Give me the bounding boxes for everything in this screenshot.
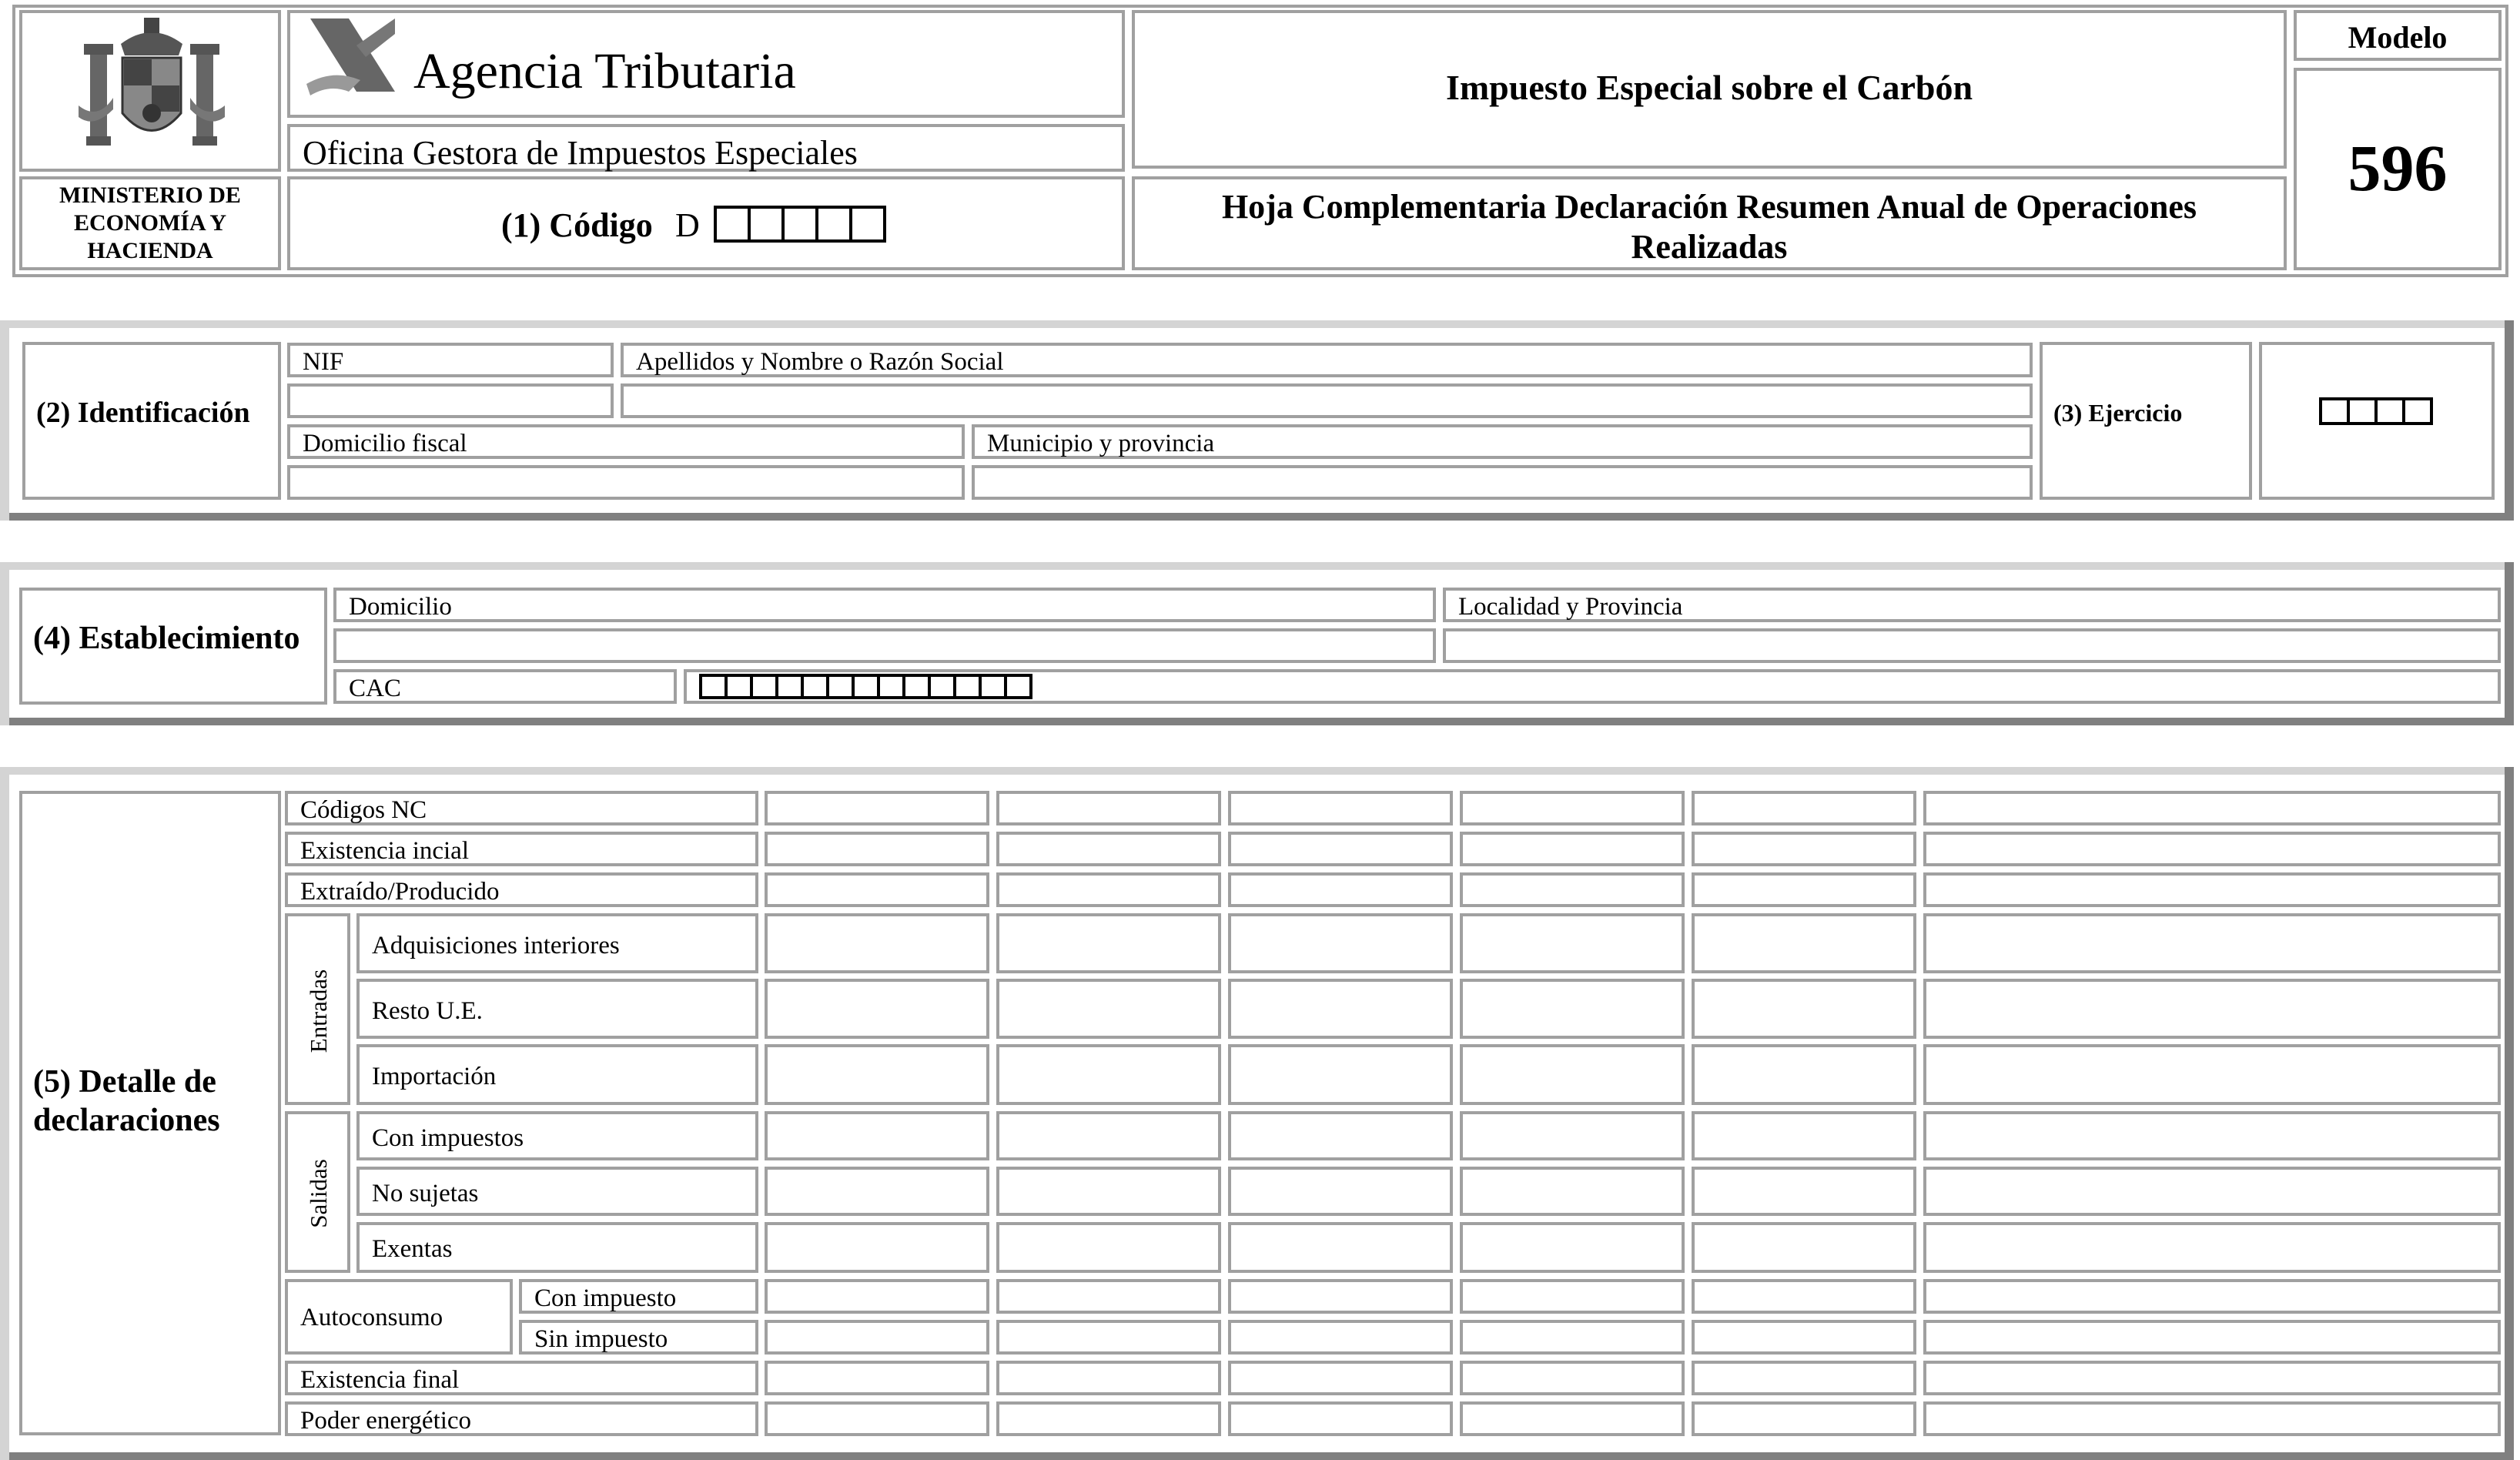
poder-energetico-label-box	[285, 1401, 758, 1436]
agencia-tributaria-logo-icon	[303, 15, 403, 99]
establecimiento-label: (4) Establecimiento	[33, 621, 300, 656]
grid-cell-r6-c3[interactable]	[1460, 1111, 1685, 1160]
grid-cell-r5-c2[interactable]	[1228, 1044, 1453, 1105]
grid-cell-r9-c2[interactable]	[1228, 1279, 1453, 1314]
address-label-box	[287, 424, 965, 459]
municipality-label-box	[972, 424, 2033, 459]
grid-cell-r6-c5[interactable]	[1923, 1111, 2501, 1160]
grid-cell-r11-c2[interactable]	[1228, 1361, 1453, 1395]
agency-box	[287, 10, 1125, 118]
grid-cell-r11-c5[interactable]	[1923, 1361, 2501, 1395]
section2-right-bevel	[2505, 320, 2514, 521]
grid-cell-r11-c3[interactable]	[1460, 1361, 1685, 1395]
localidad-label: Localidad y Provincia	[1458, 593, 1683, 621]
grid-cell-r0-c3[interactable]	[1460, 791, 1685, 825]
grid-cell-r9-c5[interactable]	[1923, 1279, 2501, 1314]
grid-cell-r10-c5[interactable]	[1923, 1320, 2501, 1355]
grid-cell-r1-c4[interactable]	[1692, 832, 1916, 866]
autoconsumo-label: Autoconsumo	[300, 1304, 443, 1331]
grid-cell-r3-c1[interactable]	[996, 913, 1221, 973]
grid-cell-r4-c3[interactable]	[1460, 979, 1685, 1039]
sin-impuesto-label-box	[519, 1320, 758, 1355]
grid-cell-r8-c1[interactable]	[996, 1222, 1221, 1273]
detalle-label-box	[19, 791, 281, 1435]
exentas-label-box	[356, 1222, 758, 1273]
section4-top-bevel	[0, 562, 2514, 570]
grid-cell-r8-c2[interactable]	[1228, 1222, 1453, 1273]
no-sujetas-label-box	[356, 1167, 758, 1216]
con-impuestos-label-box	[356, 1111, 758, 1160]
resto-ue-label: Resto U.E.	[372, 997, 483, 1025]
grid-cell-r1-c2[interactable]	[1228, 832, 1453, 866]
establecimiento-label-box	[19, 588, 327, 705]
grid-cell-r5-c3[interactable]	[1460, 1044, 1685, 1105]
sin-impuesto-label: Sin impuesto	[534, 1325, 668, 1353]
grid-cell-r6-c2[interactable]	[1228, 1111, 1453, 1160]
grid-cell-r2-c4[interactable]	[1692, 872, 1916, 907]
grid-cell-r10-c0[interactable]	[765, 1320, 989, 1355]
section4-right-bevel	[2505, 562, 2514, 725]
importacion-label-box	[356, 1044, 758, 1105]
grid-cell-r4-c5[interactable]	[1923, 979, 2501, 1039]
section4-bottom-bevel	[0, 718, 2514, 725]
grid-cell-r0-c1[interactable]	[996, 791, 1221, 825]
grid-cell-r8-c4[interactable]	[1692, 1222, 1916, 1273]
grid-cell-r10-c1[interactable]	[996, 1320, 1221, 1355]
grid-cell-r12-c5[interactable]	[1923, 1401, 2501, 1436]
existencia-final-label: Existencia final	[300, 1366, 460, 1394]
grid-cell-r4-c1[interactable]	[996, 979, 1221, 1039]
existencia-final-label-box	[285, 1361, 758, 1395]
grid-cell-r4-c2[interactable]	[1228, 979, 1453, 1039]
cac-label: CAC	[349, 675, 401, 702]
subtitle-box	[1132, 176, 2287, 270]
coat-of-arms-icon	[67, 13, 236, 167]
grid-cell-r2-c3[interactable]	[1460, 872, 1685, 907]
municipality-input[interactable]	[972, 465, 2033, 500]
grid-cell-r3-c4[interactable]	[1692, 913, 1916, 973]
identificacion-label-box	[22, 342, 281, 500]
cac-input-box	[684, 669, 2501, 704]
ejercicio-label-box	[2040, 342, 2252, 500]
nif-label-box	[287, 343, 614, 377]
adquisiciones-label-box	[356, 913, 758, 973]
localidad-input[interactable]	[1443, 628, 2501, 663]
extraido-label: Extraído/Producido	[300, 878, 500, 906]
grid-cell-r7-c1[interactable]	[996, 1167, 1221, 1216]
coat-of-arms-box	[19, 10, 281, 172]
no-sujetas-label: No sujetas	[372, 1180, 479, 1207]
grid-cell-r6-c4[interactable]	[1692, 1111, 1916, 1160]
identificacion-label: (2) Identificación	[36, 397, 250, 429]
grid-cell-r9-c4[interactable]	[1692, 1279, 1916, 1314]
subtitle-line-2: Realizadas	[1631, 228, 1788, 266]
section2-top-bevel	[0, 320, 2514, 328]
section2-bottom-bevel	[0, 513, 2514, 521]
ministry-line-2: ECONOMÍA Y	[73, 210, 227, 236]
section4-left-bevel	[0, 562, 9, 725]
grid-cell-r4-c0[interactable]	[765, 979, 989, 1039]
modelo-number-box	[2294, 68, 2502, 270]
nif-input[interactable]	[287, 383, 614, 418]
grid-cell-r0-c4[interactable]	[1692, 791, 1916, 825]
section2-left-bevel	[0, 320, 9, 521]
cac-input[interactable]	[699, 674, 1032, 699]
adquisiciones-label: Adquisiciones interiores	[372, 932, 620, 959]
ministry-line-3: HACIENDA	[87, 238, 213, 263]
domicilio-label: Domicilio	[349, 593, 452, 621]
tax-title-box	[1132, 10, 2287, 169]
grid-cell-r6-c1[interactable]	[996, 1111, 1221, 1160]
grid-cell-r1-c3[interactable]	[1460, 832, 1685, 866]
con-impuesto-label-box	[519, 1279, 758, 1314]
grid-cell-r3-c2[interactable]	[1228, 913, 1453, 973]
grid-cell-r11-c1[interactable]	[996, 1361, 1221, 1395]
existencia-inicial-label: Existencia incial	[300, 837, 469, 865]
name-label: Apellidos y Nombre o Razón Social	[636, 348, 1004, 376]
grid-cell-r10-c3[interactable]	[1460, 1320, 1685, 1355]
domicilio-label-box	[333, 588, 1436, 622]
grid-cell-r7-c3[interactable]	[1460, 1167, 1685, 1216]
grid-cell-r7-c5[interactable]	[1923, 1167, 2501, 1216]
grid-cell-r12-c2[interactable]	[1228, 1401, 1453, 1436]
name-label-box	[621, 343, 2033, 377]
grid-cell-r0-c0[interactable]	[765, 791, 989, 825]
name-input[interactable]	[621, 383, 2033, 418]
modelo-number: 596	[2348, 131, 2448, 205]
exentas-label: Exentas	[372, 1235, 453, 1263]
codigos-nc-label-box	[285, 791, 758, 825]
section5-bottom-bevel	[0, 1452, 2514, 1460]
code-label: (1) Código	[501, 206, 653, 244]
grid-cell-r7-c2[interactable]	[1228, 1167, 1453, 1216]
ejercicio-input-box	[2259, 342, 2495, 500]
office-name: Oficina Gestora de Impuestos Especiales	[303, 134, 858, 172]
grid-cell-r5-c1[interactable]	[996, 1044, 1221, 1105]
section5-left-bevel	[0, 767, 9, 1460]
ejercicio-input[interactable]	[2319, 397, 2433, 425]
grid-cell-r8-c3[interactable]	[1460, 1222, 1685, 1273]
grid-cell-r3-c5[interactable]	[1923, 913, 2501, 973]
grid-cell-r2-c0[interactable]	[765, 872, 989, 907]
code-input[interactable]	[714, 206, 886, 243]
entradas-group-label: Entradas	[305, 969, 332, 1053]
grid-cell-r12-c4[interactable]	[1692, 1401, 1916, 1436]
grid-cell-r6-c0[interactable]	[765, 1111, 989, 1160]
existencia-inicial-label-box	[285, 832, 758, 866]
con-impuestos-label: Con impuestos	[372, 1124, 524, 1152]
address-label: Domicilio fiscal	[303, 430, 467, 457]
grid-cell-r2-c2[interactable]	[1228, 872, 1453, 907]
grid-cell-r9-c3[interactable]	[1460, 1279, 1685, 1314]
entradas-group-box	[285, 913, 350, 1105]
grid-cell-r1-c1[interactable]	[996, 832, 1221, 866]
domicilio-input[interactable]	[333, 628, 1436, 663]
con-impuesto-label: Con impuesto	[534, 1284, 677, 1312]
grid-cell-r3-c3[interactable]	[1460, 913, 1685, 973]
grid-cell-r8-c5[interactable]	[1923, 1222, 2501, 1273]
localidad-label-box	[1443, 588, 2501, 622]
nif-label: NIF	[303, 348, 344, 376]
grid-cell-r11-c0[interactable]	[765, 1361, 989, 1395]
grid-cell-r9-c0[interactable]	[765, 1279, 989, 1314]
cac-label-box	[333, 669, 677, 704]
address-input[interactable]	[287, 465, 965, 500]
grid-cell-r0-c2[interactable]	[1228, 791, 1453, 825]
ministry-line-1: MINISTERIO DE	[59, 182, 241, 208]
section5-top-bevel	[0, 767, 2514, 775]
salidas-group-box	[285, 1111, 350, 1273]
grid-cell-r5-c5[interactable]	[1923, 1044, 2501, 1105]
grid-cell-r10-c2[interactable]	[1228, 1320, 1453, 1355]
subtitle-line-1: Hoja Complementaria Declaración Resumen Anual de Operaciones	[1221, 188, 2197, 226]
grid-cell-r1-c0[interactable]	[765, 832, 989, 866]
office-box	[287, 124, 1125, 172]
poder-energetico-label: Poder energético	[300, 1407, 472, 1435]
grid-cell-r1-c5[interactable]	[1923, 832, 2501, 866]
modelo-label: Modelo	[2348, 20, 2448, 55]
detalle-label-line-2: declaraciones	[33, 1103, 220, 1138]
municipality-label: Municipio y provincia	[987, 430, 1215, 457]
grid-cell-r4-c4[interactable]	[1692, 979, 1916, 1039]
agency-name: Agencia Tributaria	[413, 43, 796, 99]
resto-ue-label-box	[356, 979, 758, 1039]
salidas-group-label: Salidas	[305, 1159, 332, 1228]
grid-cell-r7-c0[interactable]	[765, 1167, 989, 1216]
grid-cell-r2-c1[interactable]	[996, 872, 1221, 907]
grid-cell-r3-c0[interactable]	[765, 913, 989, 973]
grid-cell-r0-c5[interactable]	[1923, 791, 2501, 825]
tax-title: Impuesto Especial sobre el Carbón	[1445, 68, 1973, 107]
modelo-label-box	[2294, 10, 2502, 61]
grid-cell-r12-c3[interactable]	[1460, 1401, 1685, 1436]
ejercicio-label: (3) Ejercicio	[2053, 399, 2183, 427]
code-prefix: D	[675, 206, 700, 244]
ministry-box	[19, 176, 281, 270]
detalle-label-line-1: (5) Detalle de	[33, 1064, 216, 1100]
grid-cell-r12-c1[interactable]	[996, 1401, 1221, 1436]
importacion-label: Importación	[372, 1063, 497, 1090]
grid-cell-r9-c1[interactable]	[996, 1279, 1221, 1314]
autoconsumo-label-box	[285, 1279, 513, 1355]
grid-cell-r2-c5[interactable]	[1923, 872, 2501, 907]
grid-cell-r7-c4[interactable]	[1692, 1167, 1916, 1216]
grid-cell-r8-c0[interactable]	[765, 1222, 989, 1273]
extraido-label-box	[285, 872, 758, 907]
grid-cell-r10-c4[interactable]	[1692, 1320, 1916, 1355]
grid-cell-r5-c4[interactable]	[1692, 1044, 1916, 1105]
grid-cell-r5-c0[interactable]	[765, 1044, 989, 1105]
section5-right-bevel	[2505, 767, 2514, 1460]
codigos-nc-label: Códigos NC	[300, 796, 427, 824]
code-box	[287, 176, 1125, 270]
grid-cell-r11-c4[interactable]	[1692, 1361, 1916, 1395]
grid-cell-r12-c0[interactable]	[765, 1401, 989, 1436]
